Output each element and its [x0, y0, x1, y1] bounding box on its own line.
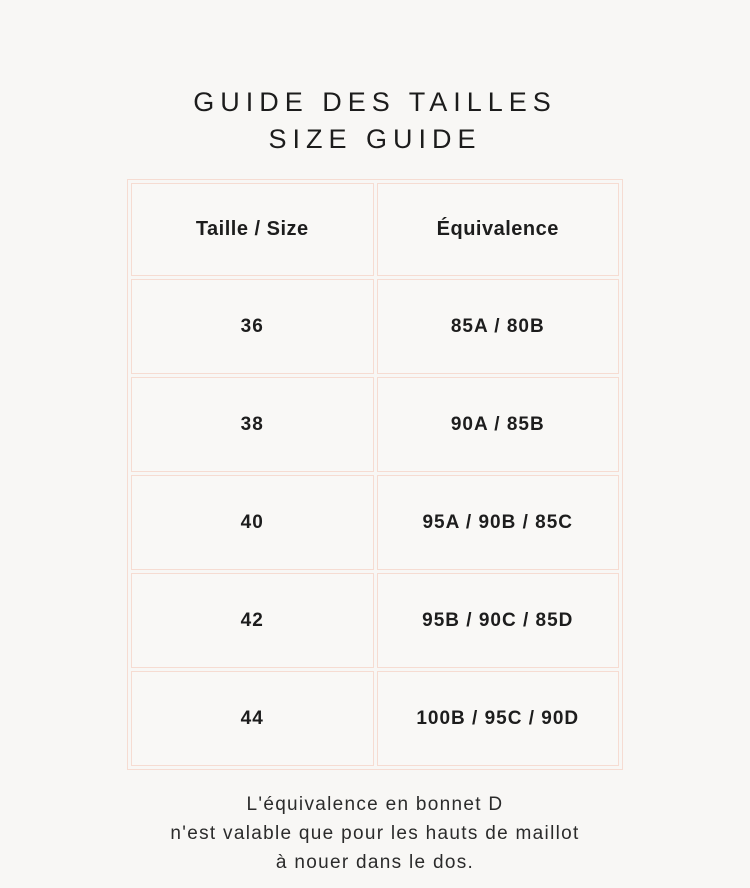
page-title-line-en: SIZE GUIDE	[268, 124, 482, 154]
equivalence-cell: 95A / 90B / 85C	[377, 475, 620, 570]
table-row	[131, 279, 619, 374]
size-guide-table	[127, 179, 623, 770]
size-guide-table-head	[131, 183, 619, 276]
equivalence-cell: 95B / 90C / 85D	[377, 573, 620, 668]
footnote-line-3: à nouer dans le dos.	[275, 852, 475, 873]
column-header-size: Taille / Size	[131, 183, 374, 276]
footnote	[0, 790, 750, 877]
footnote-line-1: L'équivalence en bonnet D	[246, 794, 504, 815]
table-row	[131, 671, 619, 766]
page-title	[0, 0, 750, 158]
table-row	[131, 573, 619, 668]
size-cell: 42	[131, 573, 374, 668]
page-title-line-fr: GUIDE DES TAILLES	[193, 87, 557, 117]
table-header-row	[131, 183, 619, 276]
size-cell: 38	[131, 377, 374, 472]
equivalence-cell: 100B / 95C / 90D	[377, 671, 620, 766]
column-header-equivalence: Équivalence	[377, 183, 620, 276]
equivalence-cell: 90A / 85B	[377, 377, 620, 472]
size-cell: 36	[131, 279, 374, 374]
table-row	[131, 377, 619, 472]
size-guide-table-body	[131, 279, 619, 766]
footnote-line-2: n'est valable que pour les hauts de maillot	[170, 823, 580, 844]
size-cell: 44	[131, 671, 374, 766]
size-cell: 40	[131, 475, 374, 570]
equivalence-cell: 85A / 80B	[377, 279, 620, 374]
table-row	[131, 475, 619, 570]
